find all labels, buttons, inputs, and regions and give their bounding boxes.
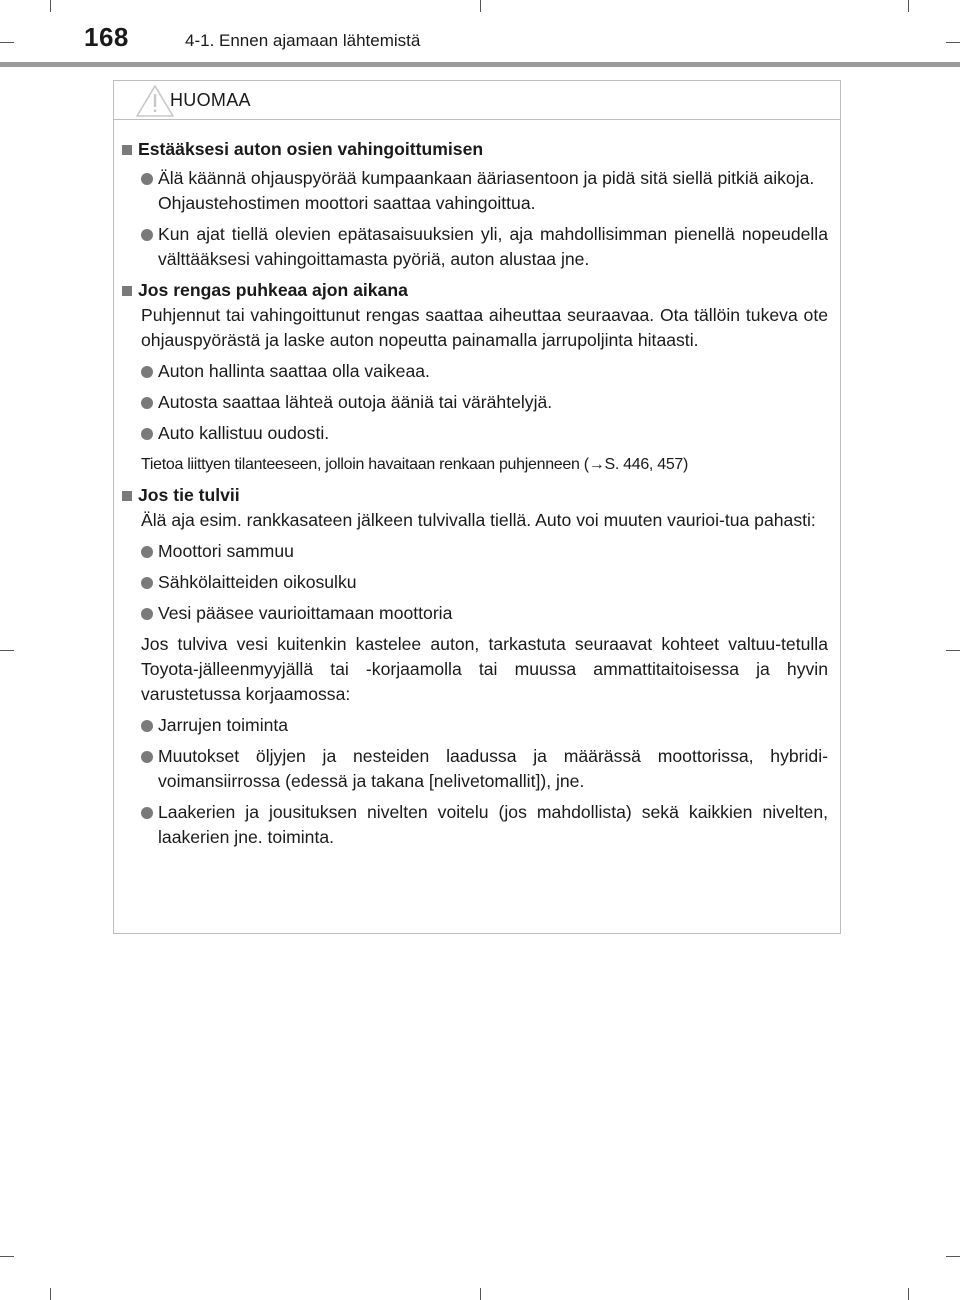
crop-mark [946, 650, 960, 651]
crop-mark [946, 42, 960, 43]
list-item-text: Auto kallistuu oudosti. [158, 423, 330, 443]
list-item-text: Jarrujen toiminta [158, 715, 289, 735]
crop-mark [480, 0, 481, 12]
bullet-icon [141, 546, 153, 558]
section-title: Estääksesi auton osien vahingoittumisen [138, 139, 484, 159]
notice-box [113, 80, 841, 934]
square-bullet-icon [122, 286, 132, 296]
warning-triangle-icon [135, 84, 175, 118]
list-item-text: Autosta saattaa lähteä outoja ääniä tai värähtelyjä. [158, 392, 553, 412]
crop-mark [908, 1288, 909, 1300]
crop-mark [480, 1288, 481, 1300]
square-bullet-icon [122, 145, 132, 155]
list-item-text: Vesi pääsee vaurioittamaan moottoria [158, 603, 453, 623]
bullet-icon [141, 397, 153, 409]
list-item-text: Laakerien ja jousituksen nivelten voitelu (jos mahdollista) sekä kaikkien nivelten, laakerien jne. toiminta. [158, 802, 828, 847]
list-item [141, 166, 828, 216]
section-intro: Älä aja esim. rankkasateen jälkeen tulvivalla tiellä. Auto voi muuten vaurioi-tua pahasti: [141, 510, 816, 530]
list-item-text: Auton hallinta saattaa olla vaikeaa. [158, 361, 430, 381]
crop-mark [50, 0, 51, 12]
list-item-text: Kun ajat tiellä olevien epätasaisuuksien yli, aja mahdollisimman pienellä nopeudella välttääksesi vahingoittamasta pyöriä, auton alustaa jne. [158, 224, 828, 269]
list-item [141, 390, 828, 415]
list-item [141, 570, 828, 595]
notice-header [114, 81, 840, 120]
list-item [141, 800, 828, 850]
bullet-icon [141, 366, 153, 378]
square-bullet-icon [122, 491, 132, 501]
list-item [141, 744, 828, 794]
section-steering [122, 137, 828, 272]
list-item-text: Älä käännä ohjauspyörää kumpaankaan ääriasentoon ja pidä sitä siellä pitkiä aikoja. [158, 168, 815, 188]
section-title: Jos rengas puhkeaa ajon aikana [138, 280, 408, 300]
section-title: Jos tie tulvii [138, 485, 240, 505]
list-item [141, 421, 828, 446]
bullet-icon [141, 807, 153, 819]
list-item [141, 601, 828, 626]
chapter-title: 4-1. Ennen ajamaan lähtemistä [185, 31, 421, 50]
cross-reference-note: Tietoa liittyen tilanteeseen, jolloin havaitaan renkaan puhjenneen (→S. 446, 457) [141, 456, 689, 473]
header-rule [0, 62, 960, 67]
notice-label: HUOMAA [170, 90, 251, 110]
notice-content [114, 120, 840, 850]
bullet-icon [141, 428, 153, 440]
list-item [141, 539, 828, 564]
crop-mark [50, 1288, 51, 1300]
page-number: 168 [84, 22, 129, 52]
crop-mark [0, 1256, 14, 1257]
bullet-icon [141, 720, 153, 732]
bullet-icon [141, 229, 153, 241]
list-item-text: Sähkölaitteiden oikosulku [158, 572, 357, 592]
list-item [141, 713, 828, 738]
crop-mark [0, 650, 14, 651]
section-intro: Puhjennut tai vahingoittunut rengas saattaa aiheuttaa seuraavaa. Ota tällöin tukeva ote ohjauspyörästä ja laske auton nopeutta painamalla jarrupoljinta hitaasti. [141, 305, 828, 350]
list-item [141, 222, 828, 272]
list-item-text: Muutokset öljyjen ja nesteiden laadussa ja määrässä moottorissa, hybridi-voimansiirrossa (edessä ja takana [nelivetomallit]), jne. [158, 746, 828, 791]
list-item [141, 359, 828, 384]
section-flat-tire [122, 278, 828, 477]
bullet-icon [141, 608, 153, 620]
bullet-icon [141, 577, 153, 589]
crop-mark [908, 0, 909, 12]
bullet-icon [141, 751, 153, 763]
list-item-subtext: Ohjaustehostimen moottori saattaa vahingoittua. [158, 193, 536, 213]
bullet-icon [141, 173, 153, 185]
crop-mark [0, 42, 14, 43]
section-paragraph: Jos tulviva vesi kuitenkin kastelee auton, tarkastuta seuraavat kohteet valtuu-tetulla Toyota-jälleenmyyjällä tai -korjaamolla tai muussa ammattitaitoisessa ja hyvin varustetussa korjaamossa: [141, 634, 828, 704]
list-item-text: Moottori sammuu [158, 541, 294, 561]
crop-mark [946, 1256, 960, 1257]
section-flooded-road [122, 483, 828, 850]
